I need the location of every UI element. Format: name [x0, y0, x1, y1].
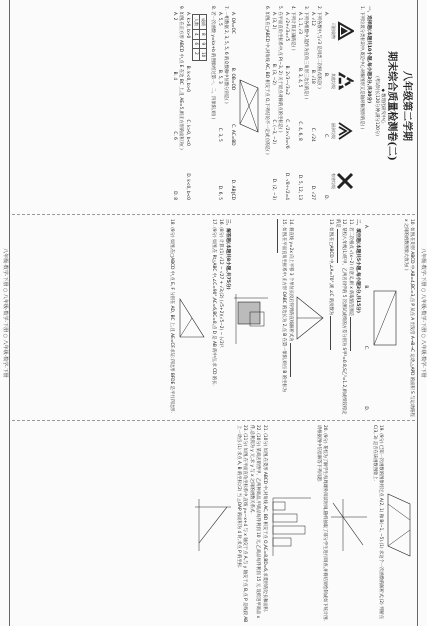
q6-option-c: C. AC=BD	[230, 124, 235, 146]
q7-option-c: C. 3, 5	[217, 127, 222, 142]
q1-option-b: B.	[323, 73, 328, 78]
score-table	[192, 14, 207, 61]
table-cell: 10	[200, 49, 207, 61]
table-cell: 8	[200, 30, 207, 40]
question-19: 19. (9分) 已知一次函数的图象经过点 A(2, 1) 和 B(−1, −5).(1) 求这个一次函数的解析式;(2) 判断点 C(3, 3) 是否在该函数图象上.	[372, 425, 383, 619]
icon-option-c	[330, 120, 354, 142]
arrows-icon	[336, 70, 354, 92]
question-15	[274, 219, 286, 417]
q5-option-a: A. (3, 2)	[271, 12, 276, 30]
q6-options	[229, 6, 235, 206]
column-middle	[12, 214, 415, 417]
q3-option-c: C. 4, 6, 8	[297, 121, 302, 141]
section-answer: 三、解答题(本题共8小题,共75分)	[225, 219, 230, 290]
question-5: 5. 在平面直角坐标系中,点 P(−3, 2) 关于原点对称的点的坐标是( )	[277, 6, 282, 133]
answer-blank[interactable]	[330, 316, 331, 350]
q7-option-d: D. 6, 5	[217, 185, 222, 200]
question-8: 8. 若一次函数 y=kx+b 的图象经过第一、二、四象限,则( )	[210, 6, 215, 120]
cross-icon	[336, 170, 354, 192]
q9-option-d: D. 8	[172, 191, 177, 200]
table-row	[193, 15, 200, 61]
q9-option-b: B. 4	[172, 71, 177, 81]
q8-options	[184, 6, 190, 206]
answer-blank[interactable]	[277, 219, 278, 253]
parallelogram-figure	[237, 76, 261, 136]
q6-option-d: D. AB∥CD	[230, 179, 235, 200]
header-band: 八年级·数学·下册 ○ 八年级·数学·下册 ○ 八年级·数学·下册	[417, 0, 427, 626]
parallelogram-points-figure	[385, 490, 413, 560]
question-15-text: 15. 如图,在平面直角坐标系中,正方形 OABC 的边长为 2,点 B 在第一象限,则点 B 的坐标为	[281, 219, 286, 392]
q7-option-a: A. 5, 5	[217, 12, 222, 26]
q1-option-c: C.	[323, 134, 328, 139]
icon-caption-d: 有害垃圾	[331, 173, 336, 189]
table-header-cell: 人数	[193, 15, 200, 30]
recycle-icon	[336, 20, 354, 42]
question-13-text: 13. 如图,在□ABCD 中,∠A=70°,则 ∠C 的度数为	[328, 219, 333, 316]
question-13	[327, 219, 333, 417]
table-cell: 9	[200, 39, 207, 49]
question-18: 18. (9分) 如图,在□ABCD 中,点 E, F 分别在 AD, BC 上,且 AE=CF.求证:四边形 BFDE 是平行四边形.	[169, 219, 174, 413]
q6-option-b: B. OB=OD	[230, 67, 235, 91]
q9-option-c: C. 6	[172, 131, 177, 140]
q10-option-a: A.	[363, 225, 368, 230]
q5-option-b: B. (3, −2)	[271, 63, 276, 85]
question-2: 2. 下列各数中,与√3 是同类二次根式的是( )	[316, 6, 321, 89]
icon-option-d	[330, 170, 354, 192]
right-triangle-figure	[176, 293, 208, 343]
q3-option-d: D. 5, 12, 13	[297, 174, 302, 200]
question-4: 4. 下列计算正确的是( )	[290, 6, 295, 51]
q4-options	[283, 6, 289, 206]
exam-title-line1: 八年级第二学期	[401, 71, 412, 141]
q2-option-a: A. √12	[310, 12, 315, 26]
question-10: 10. 如图,在矩形 ABCD 中,AB=4,BC=3,点 P 从点 A 出发沿 A→B→C 运动,△APD 的面积 S 与运动路程 x 之间的函数图象大致为( )	[403, 219, 414, 417]
exam-subtitle: ◆ 数理化研究中心	[380, 88, 385, 124]
question-9: 9. 如图,在正方形 ABCD 中,点 E 在边 BC 上,且 AE=5,则正方形的面积为( )	[178, 6, 183, 150]
bar-statistics-figure	[269, 490, 313, 560]
q4-option-c: C. √2×√3=√6	[284, 119, 289, 149]
q2-option-b: B. √18	[310, 69, 315, 84]
question-17: 17. (9分) 如图,在 Rt△ABC 中,∠C=90°,AC=6,BC=8,点 D 是 AB 的中点,求 CD 的长.	[211, 219, 216, 386]
table-cell: 4	[193, 30, 200, 40]
q6-option-a: A. OA=OC	[230, 12, 235, 34]
q1-options	[322, 6, 328, 206]
question-12-text: 12. 某校八年级(1)班甲、乙两名同学的 5 次测试成绩的方差分别为 S甲²=0.8,S乙²=1.2,则成绩较稳定的是	[335, 219, 346, 415]
q10-option-c: C.	[363, 345, 368, 351]
q10-option-d: D.	[363, 406, 368, 411]
square-grid-figure	[232, 288, 272, 348]
answer-blank[interactable]	[290, 343, 291, 377]
recycle-icons	[330, 6, 356, 206]
exam-meta: (考试时长120分钟,满分120分)	[374, 76, 379, 136]
leaf-icon	[336, 120, 354, 142]
question-14-text: 14. 将直线 y=2x 向上平移 3 个单位长度后得到的直线解析式为	[288, 219, 293, 342]
q10-options	[362, 219, 368, 417]
question-1: 1. 下列垃圾分类标识中,既是中心对称图形又是轴对称图形的是( )	[359, 6, 364, 130]
answer-blank[interactable]	[337, 229, 338, 263]
coordinate-axes-figure	[329, 495, 369, 555]
q7-option-b: B. 5, 3	[217, 69, 222, 84]
icon-caption-b: 其他垃圾	[331, 73, 336, 89]
q3-option-a: A. 1, 1, √3	[297, 12, 302, 34]
column-right	[12, 420, 415, 625]
line-axes-figure	[193, 495, 233, 555]
q5-option-d: D. (2, −3)	[271, 178, 276, 200]
q1-option-a: A.	[323, 12, 328, 17]
column-left	[12, 6, 415, 206]
question-7: 7. 一组数据 2, 3, 5, 5, 6 的众数和中位数分别是( )	[223, 6, 228, 104]
q4-option-d: D. √8÷√2=4	[284, 173, 289, 200]
question-22: 22. (10分) 某商店销售甲、乙两种商品,甲商品每件利润 10 元,乙商品每件利润 15 元.设购进甲商品 x 件,总利润为 y 元,求 y 与 x 之间的函数关系式.	[249, 425, 260, 619]
question-11-text: 11. 若二次根式 √(x−2) 有意义,则 x 的取值范围是	[348, 219, 353, 316]
table-cell: 2	[193, 49, 200, 61]
question-23: 23. (11分) 如图,在平面直角坐标系中,直线 y=−x+4 与 x 轴交于点 A,与 y 轴交于点 B,点 P 是线段 AB 上一动点.(1) 求点 A, B 的坐标;(2) 当 △OAP 的面积为 4 时,求点 P 的坐标.	[236, 425, 247, 623]
rectangle-figure	[370, 283, 400, 353]
triangle-figure	[295, 293, 325, 343]
question-14	[287, 219, 293, 417]
table-header-cell: 成绩	[200, 15, 207, 30]
exam-title-line2: 期末综合质量检测卷(二)	[386, 51, 397, 161]
table-cell: 6	[193, 39, 200, 49]
question-20: 20. (9分) 某校为了解学生每周课外阅读时间,随机抽取了部分学生进行调查,并将结果绘制成如下统计图.请根据图中信息解答下列问题.	[316, 425, 327, 621]
answer-blank[interactable]	[350, 317, 351, 351]
question-16: 16. (8分) 计算:(1) √12 − √27 + √3;(2) (√5+2)(√5−2) − (√2)².	[218, 219, 223, 349]
q4-option-a: A. √2+√3=√5	[284, 12, 289, 42]
section-fill: 二、填空题(本题共5小题,每小题3分,共15分)	[355, 219, 360, 313]
q5-option-c: C. (−3, −2)	[271, 119, 276, 145]
q9-option-a: A. 2	[172, 12, 177, 21]
question-6: 6. 如图,在□ABCD 中,对角线 AC, BD 相交于点 O,下列结论不一定成立的是( )	[264, 6, 269, 155]
q2-option-c: C. √24	[310, 127, 315, 142]
q8-option-a: A. k>0, b>0	[185, 12, 190, 39]
question-21: 21. (10分) 如图,在菱形 ABCD 中,对角线 AC, BD 相交于点 O,AC=8,BD=6,求菱形的边长和面积.	[262, 425, 267, 613]
section-choice: 一、选择题(本题共10小题,每小题3分,共30分)	[366, 6, 371, 104]
q4-option-b: B. 2√3−√3=2	[284, 65, 289, 95]
q8-option-c: C. k>0, b<0	[185, 119, 190, 146]
q8-option-d: D. k<0, b<0	[185, 173, 190, 200]
footer-band: 八年级·数学·下册 ○ 八年级·数学·下册 ○ 八年级·数学·下册	[0, 0, 10, 626]
q2-option-d: D. √27	[310, 185, 315, 200]
icon-option-b	[330, 70, 354, 92]
question-12	[334, 219, 346, 417]
icon-option-a	[330, 20, 354, 42]
icon-caption-c: 厨余垃圾	[331, 123, 336, 139]
q10-option-b: B.	[363, 285, 368, 290]
q8-option-b: B. k<0, b>0	[185, 65, 190, 92]
icon-caption-a: 可回收物	[331, 23, 336, 39]
question-3: 3. 下列各组数中,能作为直角三角形三边长的是( )	[303, 6, 308, 100]
q3-option-b: B. 3, 4, 5	[297, 68, 302, 88]
question-11	[347, 219, 353, 417]
q1-option-d: D.	[323, 195, 328, 200]
table-row	[200, 15, 207, 61]
